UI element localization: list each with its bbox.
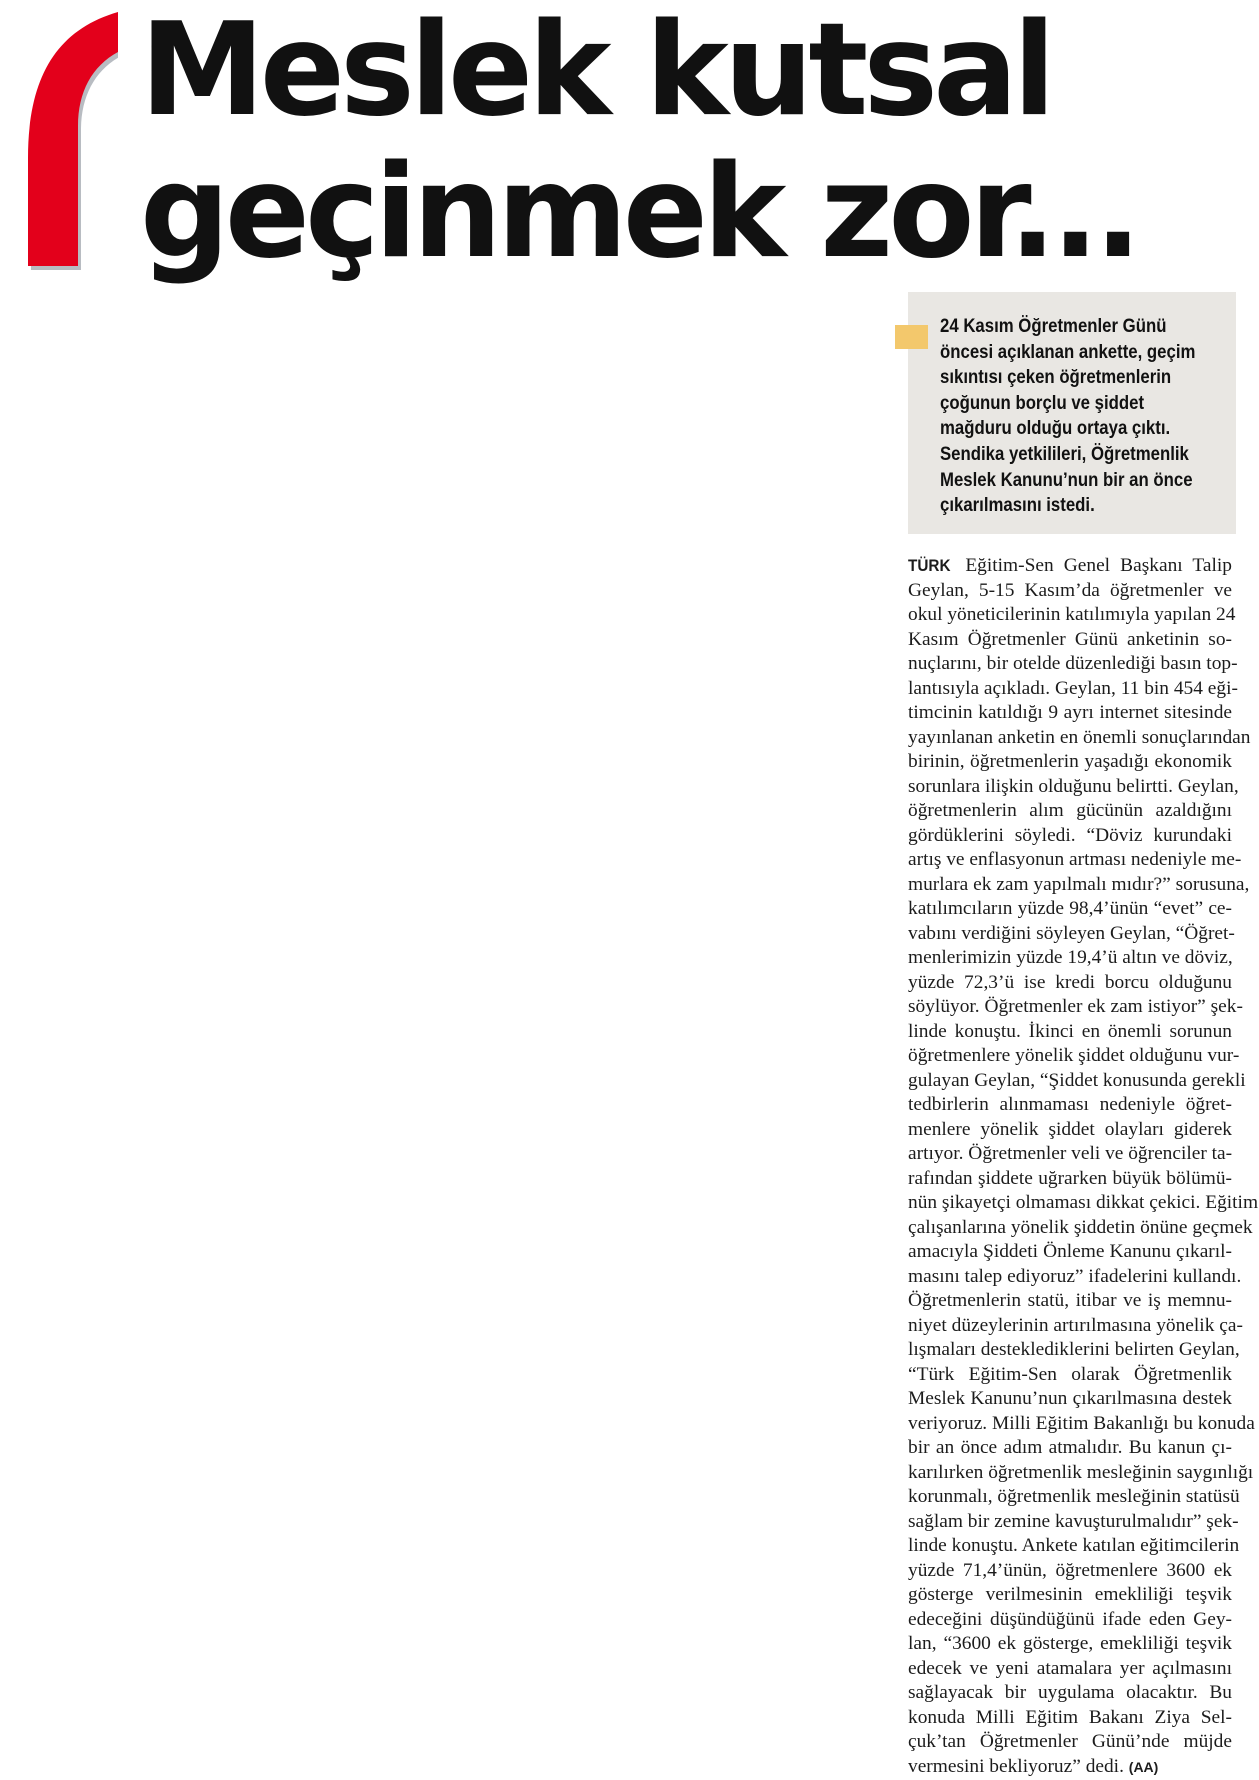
article-last-line: vermesini bekliyoruz” dedi. (AA) <box>908 1755 1159 1777</box>
article-line: lantısıyla açıkladı. Geylan, 11 bin 454 eği- <box>908 677 1238 699</box>
article-line: Meslek Kanunu’nun çıkarılmasına destek <box>908 1388 1232 1409</box>
article-line: Öğretmenlerin statü, itibar ve iş memnu- <box>908 1290 1232 1311</box>
article-line: lan, “3600 ek gösterge, emekliliği teşvik <box>908 1633 1232 1654</box>
article-line: linde konuştu. İkinci en önemli sorunun <box>908 1020 1232 1042</box>
article-line: lışmaları desteklediklerini belirten Geylan, <box>908 1339 1240 1360</box>
article-line: yüzde 72,3’ü ise kredi borcu olduğunu <box>908 971 1232 993</box>
article-line: masını talep ediyoruz” ifadelerini kullandı. <box>908 1265 1242 1287</box>
article-line: yüzde 71,4’ünün, öğretmenlere 3600 ek <box>908 1559 1232 1581</box>
article-line: sağlayacak bir uygulama olacaktır. Bu <box>908 1682 1232 1703</box>
article-line: çalışanlarına yönelik şiddetin önüne geçmek <box>908 1216 1253 1238</box>
article-line: rafından şiddete uğrarken büyük bölümü- <box>908 1167 1232 1189</box>
article-line: nün şikayetçi olmaması dikkat çekici. Eğitim <box>908 1192 1259 1213</box>
article-body <box>908 554 1259 1779</box>
article-line: tedbirlerin alınmaması nedeniyle öğret- <box>908 1094 1232 1115</box>
summary-line: Sendika yetkilileri, Öğretmenlik <box>940 442 1189 465</box>
article-line: amacıyla Şiddeti Önleme Kanunu çıkarıl- <box>908 1241 1232 1262</box>
article-line: okul yöneticilerinin katılımıyla yapılan 24 <box>908 604 1236 625</box>
article-line: artış ve enflasyonun artması nedeniyle me- <box>908 849 1242 870</box>
summary-line: 24 Kasım Öğretmenler Günü <box>940 315 1167 337</box>
article-line: vabını verdiğini söyleyen Geylan, “Öğret- <box>908 922 1235 944</box>
article-line: nuçlarını, bir otelde düzenlediği basın top- <box>908 653 1238 674</box>
headline <box>140 0 1218 287</box>
red-quote-mark-icon <box>22 8 118 276</box>
article-line: sorunlara ilişkin olduğunu belirtti. Geylan, <box>908 775 1239 797</box>
summary-marker <box>895 325 928 349</box>
headline-line-2: geçinmek zor... <box>140 138 1138 287</box>
article-line: murlara ek zam yapılmalı mıdır?” sorusuna, <box>908 873 1250 895</box>
lead-word: TÜRK <box>908 556 951 575</box>
headline-line-1: Meslek kutsal <box>140 0 1052 145</box>
article-line: veriyoruz. Milli Eğitim Bakanlığı bu konuda <box>908 1412 1255 1434</box>
summary-line: mağduru olduğu ortaya çıktı. <box>940 417 1171 440</box>
summary-line: Meslek Kanunu’nun bir an önce <box>940 468 1193 491</box>
article-line: edecek ve yeni atamalara yer açılmasını <box>908 1657 1232 1679</box>
article-line: çuk’tan Öğretmenler Günü’nde müjde <box>908 1731 1232 1752</box>
article-line: gördüklerini söyledi. “Döviz kurundaki <box>908 824 1232 846</box>
article-line: Geylan, 5-15 Kasım’da öğretmenler ve <box>908 579 1232 601</box>
source-credit: (AA) <box>1128 1758 1159 1775</box>
article-line: korunmalı, öğretmenlik mesleğinin statüsü <box>908 1486 1240 1507</box>
article-line: edeceğini düşündüğünü ifade eden Gey- <box>908 1608 1232 1630</box>
article-line: öğretmenlerin alım gücünün azaldığını <box>908 800 1232 821</box>
article-line: TÜRK Eğitim-Sen Genel Başkanı Talip <box>908 554 1232 579</box>
summary-text <box>940 314 1232 519</box>
article-line: bir an önce adım atmalıdır. Bu kanun çı- <box>908 1437 1232 1458</box>
summary-line: çoğunun borçlu ve şiddet <box>940 391 1145 414</box>
article-line: konuda Milli Eğitim Bakanı Ziya Sel- <box>908 1706 1232 1728</box>
article-line: menlere yönelik şiddet olayları giderek <box>908 1118 1232 1140</box>
article-line: timcinin katıldığı 9 ayrı internet sitesinde <box>908 702 1232 723</box>
article-line: gösterge verilmesinin emekliliği teşvik <box>908 1584 1232 1605</box>
article-line: yayınlanan anketin en önemli sonuçlarından <box>908 726 1251 748</box>
summary-line: öncesi açıklanan ankette, geçim <box>940 340 1196 363</box>
article-line: gulayan Geylan, “Şiddet konusunda gerekli <box>908 1069 1246 1091</box>
article-line: menlerimizin yüzde 19,4’ü altın ve döviz, <box>908 947 1233 968</box>
article-line: katılımcıların yüzde 98,4’ünün “evet” ce- <box>908 898 1232 919</box>
article-line: sağlam bir zemine kavuşturulmalıdır” şek- <box>908 1510 1239 1532</box>
article-line: söylüyor. Öğretmenler ek zam istiyor” şek- <box>908 996 1243 1017</box>
article-line: karılırken öğretmenlik mesleğinin saygınlığı <box>908 1461 1254 1483</box>
article-line: artıyor. Öğretmenler veli ve öğrenciler ta- <box>908 1143 1233 1164</box>
summary-line: sıkıntısı çeken öğretmenlerin <box>940 366 1172 389</box>
article-line: öğretmenlere yönelik şiddet olduğunu vur- <box>908 1045 1240 1066</box>
article-line: linde konuştu. Ankete katılan eğitimcilerin <box>908 1535 1240 1556</box>
article-line: Kasım Öğretmenler Günü anketinin so- <box>908 628 1232 650</box>
summary-line: çıkarılmasını istedi. <box>940 494 1095 517</box>
article-line: birinin, öğretmenlerin yaşadığı ekonomik <box>908 751 1232 772</box>
article-line: niyet düzeylerinin artırılmasına yönelik ça- <box>908 1314 1243 1336</box>
article-line: “Türk Eğitim-Sen olarak Öğretmenlik <box>908 1363 1232 1385</box>
